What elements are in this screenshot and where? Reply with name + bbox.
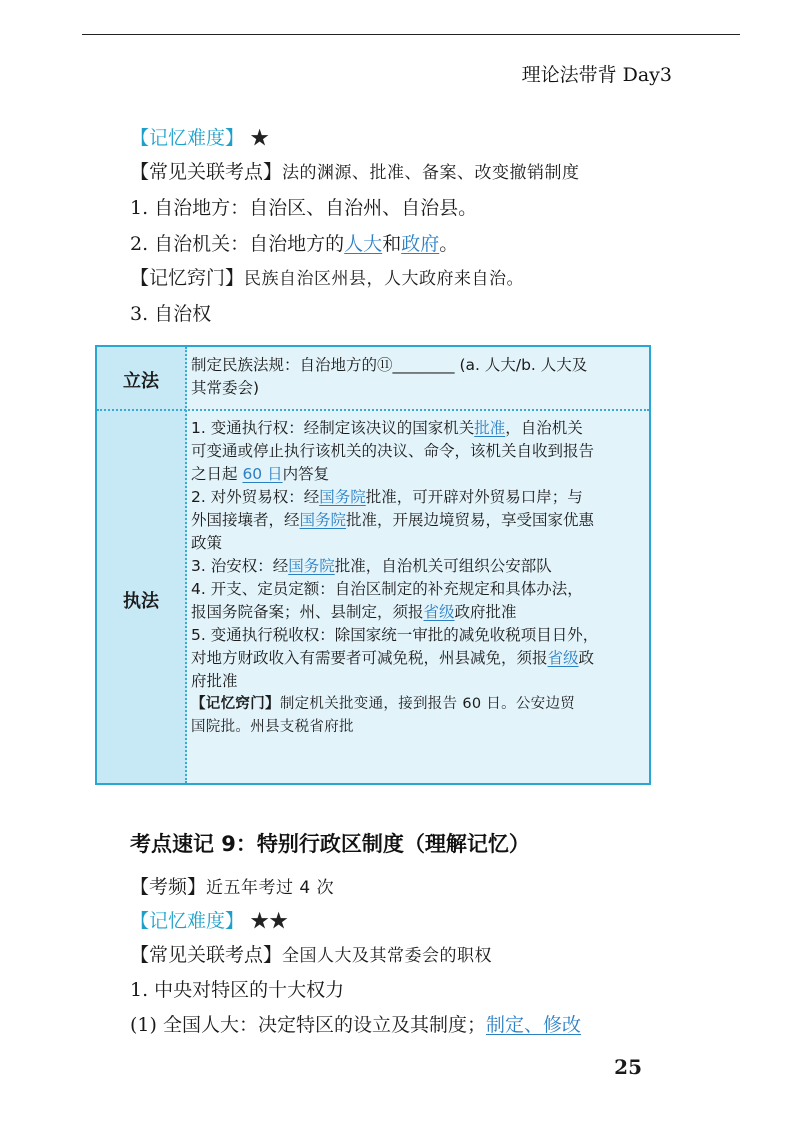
legis-blank: ________ (392, 356, 455, 374)
intro-item-1: 1. 自治地方：自治区、自治州、自治县。 (130, 197, 478, 219)
item2-mid: 和 (382, 233, 402, 255)
frequency-line (130, 872, 334, 899)
header-rule (82, 34, 740, 35)
section9-item2-link: 制定、修改 (485, 1014, 581, 1036)
p4-link-provincial: 省级 (423, 603, 455, 621)
p5-c: 政 (578, 649, 595, 667)
p5-d: 府批准 (191, 672, 238, 690)
difficulty-stars: ★ (250, 127, 270, 149)
table-tip-label: 【记忆窍门】 (191, 696, 280, 712)
intro-item-2 (130, 229, 458, 256)
tip-line (130, 263, 524, 290)
page-number: 25 (614, 1055, 642, 1079)
freq-label: 【考频】 (130, 876, 207, 898)
label-column (97, 347, 187, 783)
tip-text: 民族自治区州县，人大政府来自治。 (244, 269, 525, 289)
p5-a: 5. 变通执行税收权：除国家统一审批的减免收税项目日外， (191, 626, 599, 644)
item2-link-renda: 人大 (344, 233, 383, 255)
row-label-legislation: 立法 (123, 371, 159, 392)
row-separator (97, 409, 649, 411)
autonomy-table (95, 345, 651, 785)
section9-item-1: 1. 中央对特区的十大权力 (130, 979, 345, 1001)
related-line (130, 157, 580, 184)
p3-link-state-council: 国务院 (288, 557, 335, 575)
p2-e: 政策 (191, 534, 223, 552)
item2-link-zhengfu: 政府 (401, 233, 440, 255)
p3-b: 批准，自治机关可组织公安部队 (334, 557, 552, 575)
difficulty-stars-2: ★★ (250, 910, 289, 932)
p4-b: 报国务院备案；州、县制定，须报 (191, 603, 424, 621)
p1-link-approval: 批准 (474, 419, 506, 437)
p2-a: 2. 对外贸易权：经 (191, 488, 320, 506)
row-text-enforcement (191, 417, 646, 739)
item2-prefix: 2. 自治机关：自治地方的 (130, 233, 345, 255)
row-text-legislation (191, 354, 646, 400)
p1-b: ，自治机关 (505, 419, 583, 437)
p2-link-state-council-2: 国务院 (299, 511, 347, 529)
section9-item2-prefix: (1) 全国人大：决定特区的设立及其制度； (130, 1014, 486, 1036)
difficulty-line-2 (130, 906, 288, 933)
p2-c: 外国接壤者，经 (191, 511, 300, 529)
p4-c: 政府批准 (454, 603, 517, 621)
difficulty-label-2: 【记忆难度】 (130, 910, 245, 932)
item2-suffix: 。 (439, 233, 459, 255)
p1-e: 内答复 (282, 465, 330, 483)
p1-a: 1. 变通执行权：经制定该决议的国家机关 (191, 419, 475, 437)
tip-label: 【记忆窍门】 (130, 267, 245, 289)
p4-a: 4. 开支、定员定额：自治区制定的补充规定和具体办法， (191, 580, 583, 598)
section-title: 考点速记 9：特别行政区制度（理解记忆） (130, 832, 530, 856)
p1-c: 可变通或停止执行该机关的决议、命令，该机关自收到报告 (191, 442, 595, 460)
p1-d: 之日起 (191, 465, 243, 483)
section9-item-2 (130, 1010, 581, 1037)
legis-line2: 其常委会) (191, 379, 260, 397)
p3-a: 3. 治安权：经 (191, 557, 289, 575)
p5-link-provincial: 省级 (547, 649, 579, 667)
p1-link-60days: 60 日 (242, 465, 283, 483)
p2-b: 批准，可开辟对外贸易口岸；与 (365, 488, 583, 506)
related-label: 【常见关联考点】 (130, 161, 283, 183)
p2-link-state-council: 国务院 (319, 488, 366, 506)
difficulty-label: 【记忆难度】 (130, 127, 245, 149)
table-tip-line2: 国院批。州县支税省府批 (191, 719, 354, 735)
row-label-enforcement: 执法 (123, 591, 159, 612)
related-text: 法的渊源、批准、备案、改变撤销制度 (282, 163, 580, 183)
p2-d: 批准，开展边境贸易，享受国家优惠 (346, 511, 595, 529)
intro-item-3: 3. 自治权 (130, 303, 212, 325)
related-label-2: 【常见关联考点】 (130, 944, 283, 966)
p5-b: 对地方财政收入有需要者可减免税，州县减免，须报 (191, 649, 548, 667)
table-tip-line1: 制定机关批变通，接到报告 60 日。公安边贸 (279, 696, 576, 712)
legis-line1-prefix: 制定民族法规：自治地方的⑪ (191, 356, 393, 374)
related-text-2: 全国人大及其常委会的职权 (282, 946, 493, 966)
legis-line1-suffix: (a. 人大/b. 人大及 (454, 356, 588, 374)
freq-text: 近五年考过 4 次 (206, 878, 335, 898)
difficulty-line (130, 123, 269, 150)
related-line-2 (130, 940, 492, 967)
running-head: 理论法带背 Day3 (521, 64, 672, 86)
